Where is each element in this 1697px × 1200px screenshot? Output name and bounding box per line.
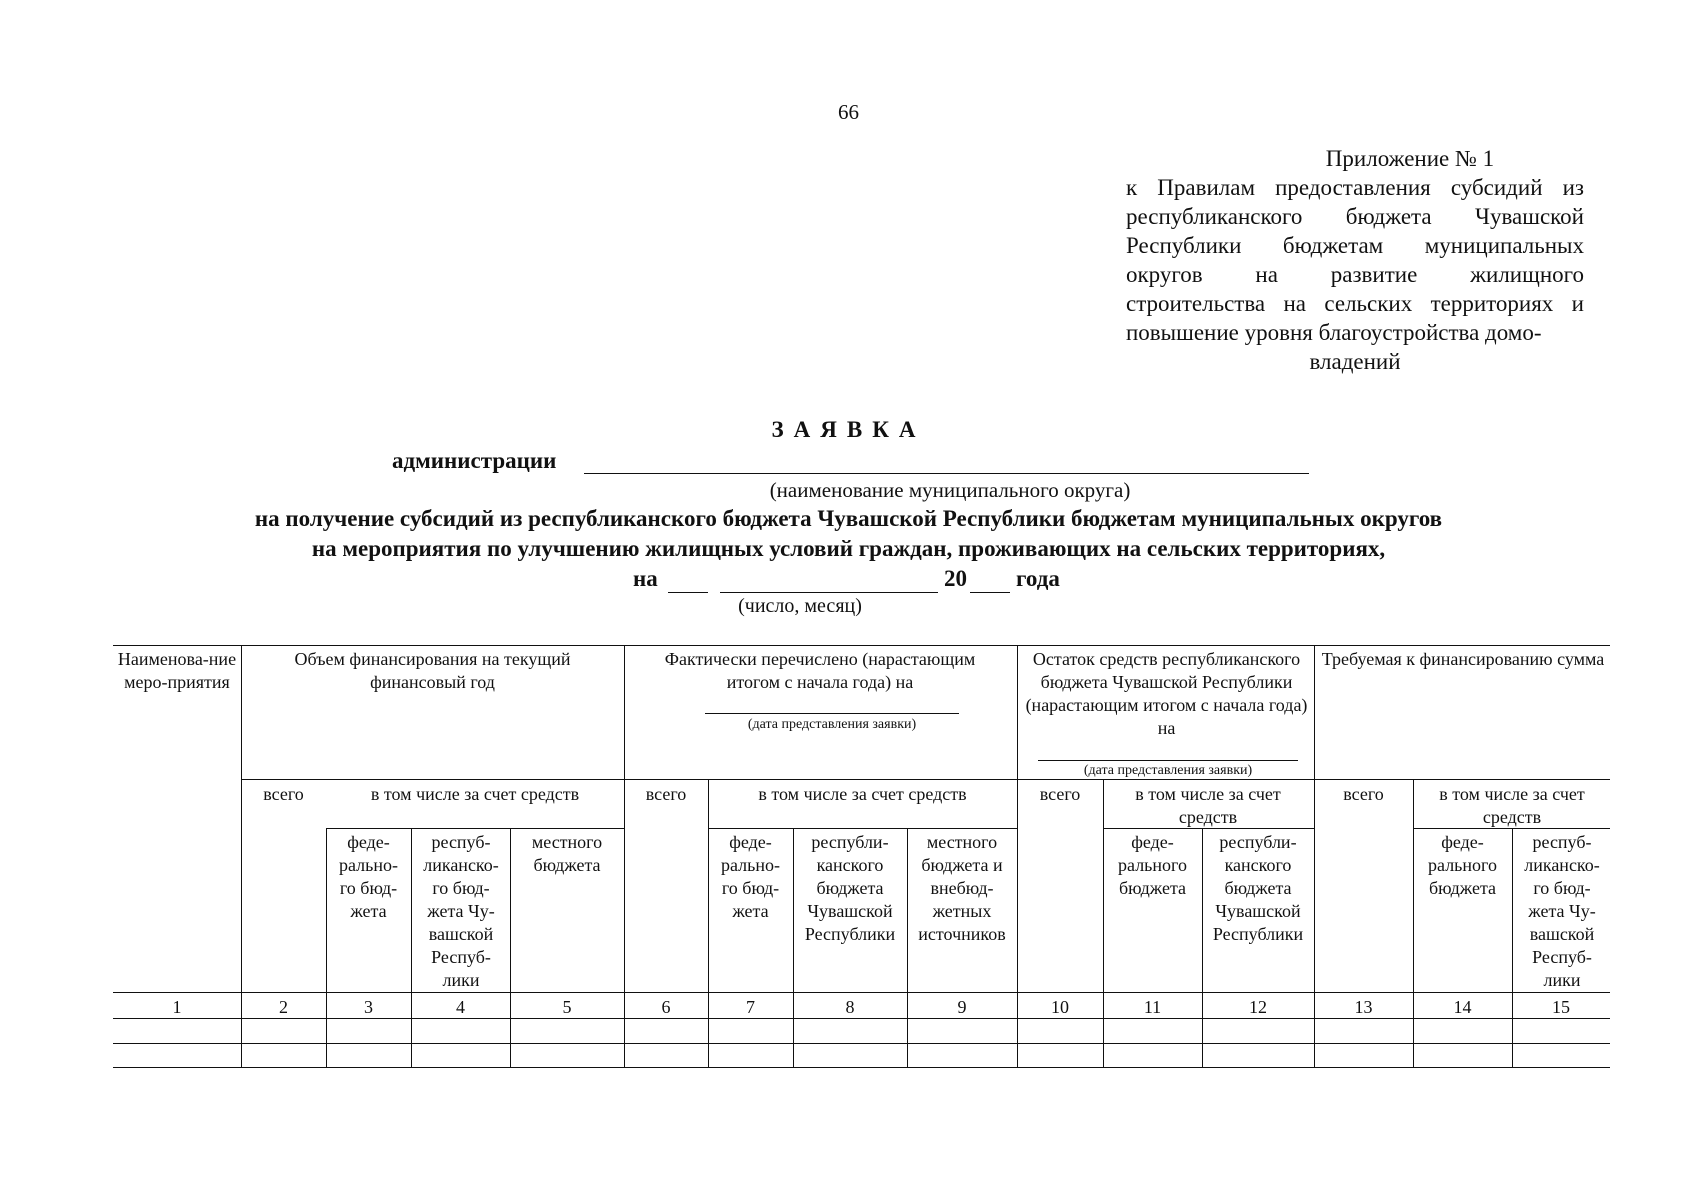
header-republic: респуб-ликанско-го бюд-жета Чу-вашской Респуб-лики — [1524, 832, 1600, 990]
page-number: 66 — [838, 100, 859, 124]
table-bottom-border — [113, 1067, 1610, 1068]
table-col-divider — [1103, 779, 1104, 1067]
appendix-tail: владений — [1309, 349, 1401, 374]
admin-name-field[interactable] — [584, 473, 1309, 474]
header-federal: феде-рального бюджета — [1428, 832, 1497, 898]
date-suffix: года — [1016, 566, 1060, 591]
date-day-field[interactable] — [668, 592, 708, 593]
header-republic: республи-канского бюджета Чувашской Республики — [1212, 832, 1304, 944]
remain-date-field[interactable] — [1038, 760, 1298, 761]
header-total: всего — [645, 784, 687, 804]
table-col-divider — [326, 828, 327, 1067]
header-including: в том числе за счет средств — [758, 784, 967, 804]
column-number: 14 — [1453, 997, 1472, 1017]
column-number: 6 — [661, 997, 671, 1017]
column-number: 8 — [845, 997, 855, 1017]
date-prefix: на — [633, 566, 658, 591]
date-month-field[interactable] — [720, 592, 938, 593]
appendix-title: Приложение № 1 — [1325, 146, 1495, 171]
actual-date-field[interactable] — [705, 713, 959, 714]
column-number: 1 — [172, 997, 182, 1017]
admin-caption: (наименование муниципального округа) — [769, 478, 1131, 502]
table-subheader-line — [241, 779, 1610, 780]
appendix-body: к Правилам предоставления субсидий из республиканского бюджета Чувашской Республики бюджетам муниципальных округов на развитие жилищного строительства на сельских территориях и повышение уровня благоустройства домо- — [1126, 175, 1584, 345]
header-total: всего — [1039, 784, 1081, 804]
admin-label: администрации — [392, 448, 557, 473]
header-local: местного бюджета — [531, 832, 603, 875]
header-remain: Остаток средств республиканского бюджета Чувашской Республики (нарастающим итогом с начала года) на — [1025, 649, 1308, 738]
table-col-divider — [1512, 828, 1513, 1067]
date-caption: (число, месяц) — [738, 595, 862, 617]
header-including: в том числе за счет средств — [1135, 784, 1281, 827]
request-title: ЗАЯВКА — [771, 417, 926, 442]
date-year-prefix: 20 — [944, 566, 967, 591]
column-number: 13 — [1354, 997, 1373, 1017]
header-remain-caption: (дата представления заявки) — [1083, 763, 1253, 778]
header-total: всего — [1343, 784, 1384, 804]
header-volume: Объем финансирования на текущий финансовый год — [294, 649, 571, 692]
column-number: 3 — [364, 997, 373, 1017]
header-event-name: Наименова-ние меро-приятия — [117, 649, 237, 692]
date-year-field[interactable] — [970, 592, 1010, 593]
header-actual: Фактически перечислено (нарастающим итогом с начала года) на — [664, 649, 976, 692]
header-federal: феде-рально-го бюд-жета — [721, 832, 780, 921]
table-col-divider — [411, 828, 412, 1067]
header-actual-caption: (дата представления заявки) — [747, 717, 917, 732]
header-local: местного бюджета и внебюд-жетных источников — [918, 832, 1006, 944]
column-number: 11 — [1143, 997, 1162, 1017]
header-federal: феде-рально-го бюд-жета — [339, 832, 398, 921]
header-republic: респуб-ликанско-го бюд-жета Чу-вашской Респуб-лики — [423, 832, 499, 990]
header-federal: феде-рального бюджета — [1118, 832, 1187, 898]
column-number: 7 — [746, 997, 755, 1017]
table-col-divider — [708, 779, 709, 1067]
header-required: Требуемая к финансированию сумма — [1321, 649, 1605, 669]
column-number: 10 — [1051, 997, 1069, 1017]
table-col-divider — [510, 828, 511, 1067]
header-including: в том числе за счет средств — [370, 784, 580, 804]
table-subheader-line — [326, 828, 625, 829]
column-number: 9 — [957, 997, 967, 1017]
table-header-bottom — [113, 992, 1610, 993]
table-row-line — [113, 1018, 1610, 1019]
table-top-border — [113, 645, 1610, 646]
header-including: в том числе за счет средств — [1439, 784, 1585, 827]
column-number: 15 — [1552, 997, 1570, 1017]
purpose-line-1: на получение субсидий из республиканского бюджета Чувашской Республики бюджетам муниципальных округов — [254, 506, 1443, 531]
appendix-block — [1126, 144, 1584, 376]
column-number: 4 — [456, 997, 465, 1017]
header-republic: республи-канского бюджета Чувашской Республики — [804, 832, 896, 944]
header-total: всего — [263, 784, 304, 804]
table-subheader-line — [708, 828, 1017, 829]
table-col-divider — [1413, 779, 1414, 1067]
column-number: 5 — [562, 997, 572, 1017]
column-number: 12 — [1249, 997, 1267, 1017]
purpose-line-2: на мероприятия по улучшению жилищных условий граждан, проживающих на сельских территориях, — [311, 536, 1386, 561]
column-number: 2 — [279, 997, 288, 1017]
table-row-line — [113, 1043, 1610, 1044]
